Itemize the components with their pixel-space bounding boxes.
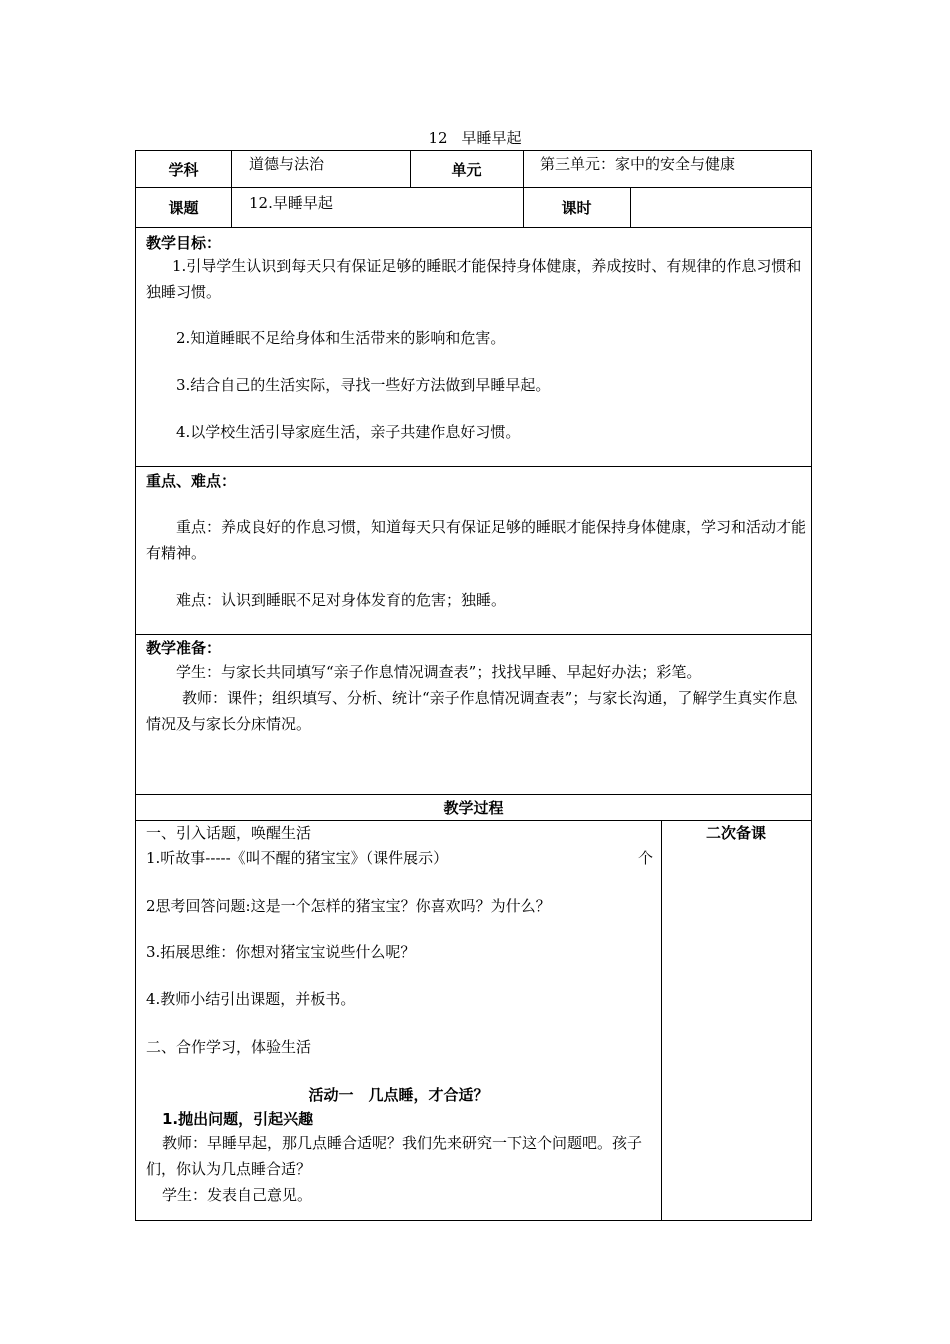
student-preparation: 学生：与家长共同填写“亲子作息情况调查表”；找找早睡、早起好办法；彩笔。: [176, 663, 702, 681]
step-4: 4.教师小结引出课题，并板书。: [146, 990, 356, 1008]
teacher-preparation: 教师：课件；组织填写、分析、统计“亲子作息情况调查表”；与家长沟通，了解学生真实作息情况及与家长分床情况。: [146, 689, 798, 733]
preparation-heading: 教学准备：: [146, 639, 222, 657]
difficult-point: 难点：认识到睡眠不足对身体发育的危害；独睡。: [176, 591, 507, 609]
part2-heading: 二、合作学习，体验生活: [146, 1038, 312, 1056]
topic-value: 12.早睡早起: [249, 194, 333, 212]
topic-label: 课题: [168, 199, 199, 217]
second-prep-heading: 二次备课: [705, 824, 766, 842]
key-point: 重点：养成良好的作息习惯，知道每天只有保证足够的睡眠才能保持身体健康，学习和活动才能有精神。: [146, 518, 807, 562]
step-2: 2思考回答问题:这是一个怎样的猪宝宝？你喜欢吗？为什么？: [146, 897, 551, 915]
step-3: 3.拓展思维：你想对猪宝宝说些什么呢？: [146, 943, 416, 961]
part1-heading: 一、引入话题，唤醒生活: [146, 824, 312, 842]
student-line: 学生：发表自己意见。: [162, 1186, 313, 1204]
objectives-heading: 教学目标：: [146, 234, 222, 252]
title-number: 12: [428, 129, 448, 147]
step-1: 1.听故事-----《叫不醒的猪宝宝》（课件展示）: [146, 849, 449, 867]
unit-value: 第三单元：家中的安全与健康: [540, 155, 736, 173]
lesson-plan-table: [135, 150, 812, 1221]
objective-3: 3.结合自己的生活实际，寻找一些好方法做到早睡早起。: [176, 376, 551, 394]
document-title: [0, 127, 950, 148]
step-1-mark: 个: [638, 849, 654, 867]
keypoints-heading: 重点、难点：: [146, 472, 237, 490]
activity-subheading: 1.抛出问题，引起兴趣: [162, 1110, 314, 1128]
unit-label: 单元: [451, 161, 482, 179]
objective-2: 2.知道睡眠不足给身体和生活带来的影响和危害。: [176, 329, 506, 347]
subject-label: 学科: [168, 161, 199, 179]
activity-title: 活动一 几点睡，才合适？: [308, 1086, 489, 1104]
teacher-line: 教师：早睡早起，那几点睡合适呢？我们先来研究一下这个问题吧。孩子们，你认为几点睡合适？: [146, 1134, 643, 1178]
objective-1: 1.引导学生认识到每天只有保证足够的睡眠才能保持身体健康，养成按时、有规律的作息习惯和独睡习惯。: [146, 257, 802, 301]
subject-value: 道德与法治: [249, 155, 325, 173]
objective-4: 4.以学校生活引导家庭生活，亲子共建作息好习惯。: [176, 423, 521, 441]
period-label: 课时: [561, 199, 592, 217]
process-heading: 教学过程: [443, 799, 504, 817]
title-text: 早睡早起: [461, 129, 522, 147]
